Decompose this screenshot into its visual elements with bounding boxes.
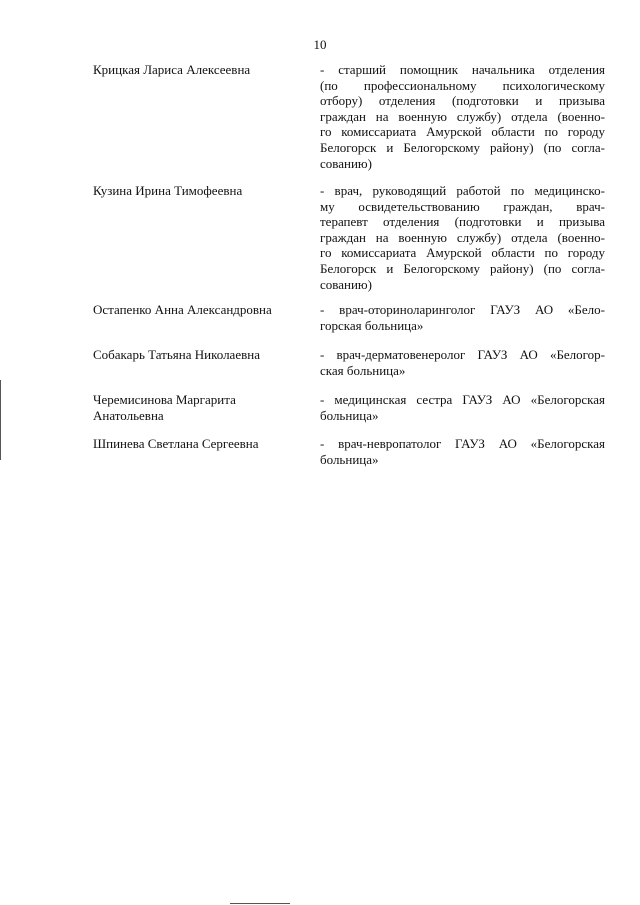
member-name-line: Анатольевна <box>93 407 164 423</box>
member-name <box>93 392 320 423</box>
member-role-line: граждан на военную службу) отдела (военно- <box>320 108 605 124</box>
member-role <box>320 392 605 423</box>
member-name-line: Черемисинова Маргарита <box>93 392 236 407</box>
page-number: 10 <box>313 37 327 52</box>
member-role-line: Белогорск и Белогорскому району) (по согла- <box>320 139 605 155</box>
member-name-line: Шпинева Светлана Сергеевна <box>93 436 259 451</box>
member-role <box>320 62 605 171</box>
member-role <box>320 347 605 378</box>
member-role-line: Белогорск и Белогорскому району) (по согла- <box>320 260 605 276</box>
member-role-line: - врач-невропатолог ГАУЗ АО «Белогорская <box>320 436 605 451</box>
member-role-line: го комиссариата Амурской области по городу <box>320 245 605 261</box>
member-role-line: - врач-дерматовенеролог ГАУЗ АО «Белогор- <box>320 347 605 362</box>
member-role-line: сованию) <box>320 276 372 292</box>
member-name <box>93 347 320 378</box>
member-row <box>93 347 605 378</box>
member-row <box>93 392 605 423</box>
member-name-line: Собакарь Татьяна Николаевна <box>93 347 260 362</box>
member-row <box>93 436 605 467</box>
member-role <box>320 436 605 467</box>
member-role-line: больница» <box>320 451 379 467</box>
member-name-line: Остапенко Анна Александровна <box>93 302 272 317</box>
member-name <box>93 62 320 171</box>
member-role <box>320 302 605 333</box>
member-role-line: ская больница» <box>320 362 406 378</box>
member-role-line: - старший помощник начальника отделения <box>320 62 605 77</box>
scan-artifact-bottom-edge <box>230 903 290 904</box>
member-role-line: терапевт отделения (подготовки и призыва <box>320 214 605 230</box>
member-role-line: граждан на военную службу) отдела (военно- <box>320 229 605 245</box>
member-role-line: отбору) отделения (подготовки и призыва <box>320 93 605 109</box>
member-role-line: горская больница» <box>320 317 424 333</box>
member-name-line: Крицкая Лариса Алексеевна <box>93 62 251 77</box>
member-role-line: му освидетельствованию граждан, врач- <box>320 198 605 214</box>
member-role-line: - врач-оториноларинголог ГАУЗ АО «Бело- <box>320 302 605 317</box>
member-name-line: Кузина Ирина Тимофеевна <box>93 183 243 198</box>
member-row <box>93 62 605 171</box>
member-role <box>320 183 605 292</box>
member-role-line: - медицинская сестра ГАУЗ АО «Белогорская <box>320 392 605 407</box>
member-name <box>93 436 320 467</box>
member-name <box>93 183 320 292</box>
member-role-line: больница» <box>320 407 379 423</box>
member-role-line: сованию) <box>320 155 372 171</box>
member-row <box>93 302 605 333</box>
member-row <box>93 183 605 292</box>
scan-artifact-left-edge <box>0 380 1 460</box>
member-role-line: - врач, руководящий работой по медицинско- <box>320 183 605 198</box>
member-role-line: го комиссариата Амурской области по городу <box>320 124 605 140</box>
member-name <box>93 302 320 333</box>
member-role-line: (по профессиональному психологическому <box>320 77 605 93</box>
